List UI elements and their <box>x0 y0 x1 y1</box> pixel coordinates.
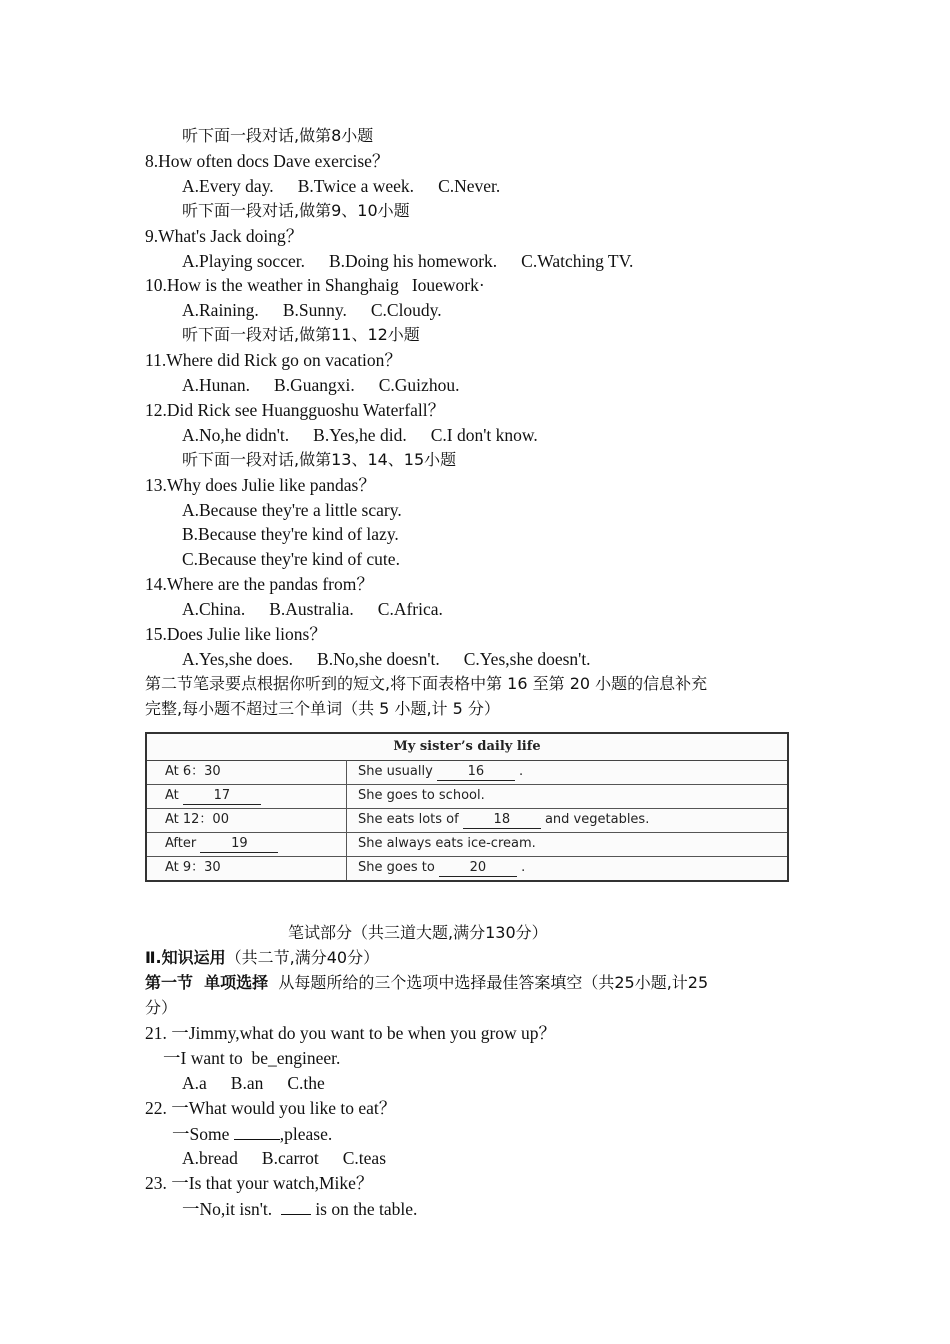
blank-number: 17 <box>183 788 261 805</box>
listening-question: 10.How is the weather in Shanghaig Iouework· <box>145 275 485 296</box>
option-a: A.Yes,she does. <box>182 648 294 669</box>
section1-text-cont: 分） <box>145 998 178 1017</box>
option-c: C.teas <box>342 1148 387 1168</box>
answer-blank <box>234 1121 280 1140</box>
activity-cell: She eats lots of 18 and vegetables. <box>358 812 650 827</box>
activity-cell: She goes to school. <box>358 788 485 803</box>
part-title: Ⅱ.知识运用 <box>145 948 226 967</box>
option-c: C.I don't know. <box>430 424 538 445</box>
option-a: A.a <box>182 1073 207 1093</box>
blank-number: 18 <box>463 812 541 829</box>
question-22-options <box>182 1146 410 1170</box>
listening-options <box>182 373 483 397</box>
option-b: B.an <box>230 1073 264 1093</box>
table-row <box>147 808 787 833</box>
table-row <box>147 856 787 880</box>
table-title: My sister’s daily life <box>147 734 787 761</box>
blank-number: 19 <box>200 836 278 853</box>
section1-heading <box>145 971 708 995</box>
option-b: B.Sunny. <box>282 300 347 321</box>
time-cell: At 12：00 <box>147 808 347 832</box>
listening-instruction: 听下面一段对话,做第8小题 <box>182 126 374 145</box>
listening-instruction: 听下面一段对话,做第13、14、15小题 <box>182 449 457 469</box>
option-c: C.Africa. <box>377 599 443 620</box>
listening-options <box>182 597 467 621</box>
table-row <box>147 832 787 857</box>
listening-options <box>182 174 524 198</box>
part-heading <box>145 946 379 970</box>
answer-blank <box>281 1196 311 1215</box>
time-cell: At 6：30 <box>147 760 347 784</box>
listening-options <box>182 423 562 447</box>
activity-cell: She goes to 20 . <box>358 860 526 875</box>
option-b: B.Australia. <box>269 599 354 620</box>
question-22-answer: 一Some ,please. <box>172 1121 332 1146</box>
question-22: 22. 一What would you like to eat？ <box>145 1098 397 1118</box>
listening-options <box>182 298 466 322</box>
listening-options <box>182 647 615 671</box>
listening-option: A.Because they're a little scary. <box>182 499 402 520</box>
activity-cell: She always eats ice-cream. <box>358 836 536 851</box>
listening-instruction: 听下面一段对话,做第11、12小题 <box>182 325 420 345</box>
question-23-answer: 一No,it isn't. is on the table. <box>182 1196 417 1221</box>
question-21-options <box>182 1071 349 1095</box>
listening-question: 8.How often docs Dave exercise？ <box>145 150 390 171</box>
listening-option: C.Because they're kind of cute. <box>182 549 400 570</box>
listening-question: 15.Does Julie like lions？ <box>145 624 327 644</box>
option-b: B.No,she doesn't. <box>317 648 440 669</box>
option-b: B.Guangxi. <box>274 375 355 395</box>
listening-question: 12.Did Rick see Huangguoshu Waterfall？ <box>145 399 446 420</box>
section1-text: 从每题所给的三个选项中选择最佳答案填空（共25小题,计25 <box>268 973 709 992</box>
time-cell: At 17 <box>147 784 347 808</box>
option-b: B.carrot <box>261 1148 319 1168</box>
listening-question: 14.Where are the pandas from？ <box>145 574 374 595</box>
section2-instruction-line1: 第二节笔录要点根据你听到的短文,将下面表格中第 16 至第 20 小题的信息补充 <box>145 674 708 693</box>
section2-instruction-line2: 完整,每小题不超过三个单词（共 5 小题,计 5 分） <box>145 699 500 718</box>
activity-cell: She usually 16 . <box>358 764 524 779</box>
table-row <box>147 760 787 785</box>
question-21-answer: 一I want to be_engineer. <box>163 1048 341 1068</box>
time-cell: After 19 <box>147 832 347 856</box>
blank-number: 16 <box>437 764 515 781</box>
option-c: C.Guizhou. <box>378 375 460 395</box>
listening-question: 13.Why does Julie like pandas？ <box>145 474 376 495</box>
question-21: 21. 一Jimmy,what do you want to be when you grow up？ <box>145 1023 557 1043</box>
option-a: A.bread <box>182 1148 238 1168</box>
option-b: B.Yes,he did. <box>313 424 407 445</box>
listening-question: 9.What's Jack doing？ <box>145 225 304 246</box>
listening-instruction: 听下面一段对话,做第9、10小题 <box>182 200 410 220</box>
daily-life-table <box>145 732 789 882</box>
option-a: A.Raining. <box>182 300 259 321</box>
option-c: C.Cloudy. <box>370 300 442 321</box>
blank-number: 20 <box>439 860 517 877</box>
option-c: C.Watching TV. <box>521 250 634 271</box>
table-row <box>147 784 787 809</box>
option-a: A.Playing soccer. <box>182 250 305 271</box>
written-heading: 笔试部分（共三道大题,满分130分） <box>288 923 548 942</box>
option-c: C.Yes,she doesn't. <box>463 648 591 669</box>
time-cell: At 9：30 <box>147 856 347 880</box>
section1-title: 第一节 单项选择 <box>145 973 269 992</box>
option-a: A.China. <box>182 599 246 620</box>
option-a: A.No,he didn't. <box>182 424 290 445</box>
part-note: （共二节,满分40分） <box>225 948 380 967</box>
option-c: C.the <box>287 1073 325 1093</box>
question-23: 23. 一Is that your watch,Mike？ <box>145 1173 374 1193</box>
listening-question: 11.Where did Rick go on vacation？ <box>145 350 402 371</box>
option-b: B.Doing his homework. <box>328 250 498 271</box>
option-c: C.Never. <box>438 175 501 196</box>
listening-options <box>182 249 657 273</box>
option-a: A.Every day. <box>182 175 274 196</box>
option-a: A.Hunan. <box>182 375 251 395</box>
option-b: B.Twice a week. <box>297 175 415 196</box>
listening-option: B.Because they're kind of lazy. <box>182 524 399 545</box>
